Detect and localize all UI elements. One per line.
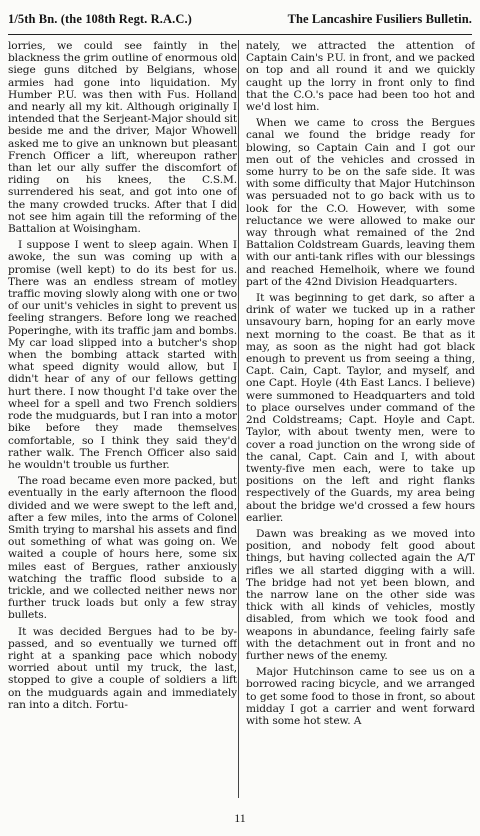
paragraph: Major Hutchinson came to see us on a borrowed racing bicycle, and we arranged to get some food to those in front, so about midday I got a carrier and went forward with some hot stew. A xyxy=(246,666,475,727)
paragraph: When we came to cross the Bergues canal we found the bridge ready for blowing, so Captain Cain and I got our men out of the vehicles and crossed in some hurry to be on the safe side. It was with some difficulty that Major Hutchinson was persuaded not to go back with us to look for the C.O. However, with some reluctance we were allowed to make our way through what remained of the 2nd Battalion Coldstream Guards, leaving them with our anti-tank rifles with our blessings and reached Hemelhoik, where we found part of the 42nd Division Headquarters. xyxy=(246,117,475,288)
paragraph: Dawn was breaking as we moved into position, and nobody felt good about things, but having collected again the A/T rifles we all started digging with a will. The bridge had not yet been blown, and the narrow lane on the other side was thick with all kinds of vehicles, mostly disabled, from which we took food and weapons in abundance, feeling fairly safe with the detachment out in front and no further news of the enemy. xyxy=(246,527,475,662)
column-divider xyxy=(238,40,239,798)
paragraph: It was beginning to get dark, so after a drink of water we tucked up in a rather unsavoury barn, hoping for an early move next morning to the coast. Be that as it may, as soon as the night had got black enough to prevent us from seeing a thing, Capt. Cain, Capt. Taylor, and myself, and one Capt. Hoyle (4th East Lancs. I believe) were summoned to Headquarters and told to place ourselves under command of the 2nd Coldstreams; Capt. Hoyle and Capt. Taylor, with about twenty men, were to cover a road junction on the wrong side of the canal, Capt. Cain and I, with about twenty-five men each, were to take up positions on the left and right flanks respectively of the Guards, my area being about the bridge we'd crossed a few hours earlier. xyxy=(246,292,475,524)
paragraph: nately, we attracted the attention of Captain Cain's P.U. in front, and we packed on top and all round it and we quickly caught up the lorry in front only to find that the C.O.'s pace had been too hot and we'd lost him. xyxy=(246,40,475,114)
paragraph: It was decided Bergues had to be by-passed, and so eventually we turned off right at a spanking pace which nobody worried about until my truck, the last, stopped to give a couple of soldiers a lift on the mudguards again and immediately ran into a ditch. Fortu- xyxy=(8,625,237,711)
header-unit: 1/5th Bn. (the 108th Regt. R.A.C.) xyxy=(8,11,192,26)
paragraph: I suppose I went to sleep again. When I awoke, the sun was coming up with a promise (well kept) to do its best for us. There was an endless stream of motley traffic moving slowly along with one or two of our unit's vehicles in sight to prevent us feeling strangers. Before long we reached Poperinghe, with its traffic jam and bombs. My car load slipped into a butcher's shop when the bombing attack started with what speed dignity would allow, but I didn't hear of any of our fellows getting hurt there. I now thought I'd take over the wheel for a spell and two French soldiers rode the mudguards, but I ran into a motor bike before they made themselves comfortable, so I think they said they'd rather walk. The French Officer also said he wouldn't trouble us further. xyxy=(8,239,237,471)
paragraph: The road became even more packed, but eventually in the early afternoon the flood divided and we were swept to the left and, after a few miles, into the arms of Colonel Smith trying to marshal his assets and find out something of what was going on. We waited a couple of hours here, some six miles east of Bergues, rather anxiously watching the traffic flood subside to a trickle, and we collected neither news nor further truck loads but only a few stray bullets. xyxy=(8,475,237,622)
header-rule xyxy=(8,34,472,35)
paragraph: lorries, we could see faintly in the blackness the grim outline of enormous old siege guns ditched by Belgians, whose armies had gone into liquidation. My Humber P.U. was then with Fus. Holland and nearly all my kit. Although originally I intended that the Serjeant-Major should sit beside me and the driver, Major Whowell asked me to give an unknown but pleasant French Officer a lift, whereupon rather than let our ally suffer the discomfort of riding on his knees, the C.S.M. surrendered his seat, and got into one of the many crowded trucks. After that I did not see him again till the reforming of the Battalion at Woisingham. xyxy=(8,40,237,236)
header-publication: The Lancashire Fusiliers Bulletin. xyxy=(287,11,472,26)
page-number: 11 xyxy=(234,811,246,825)
left-column xyxy=(8,40,237,802)
running-header xyxy=(8,6,472,32)
right-column xyxy=(246,40,475,802)
